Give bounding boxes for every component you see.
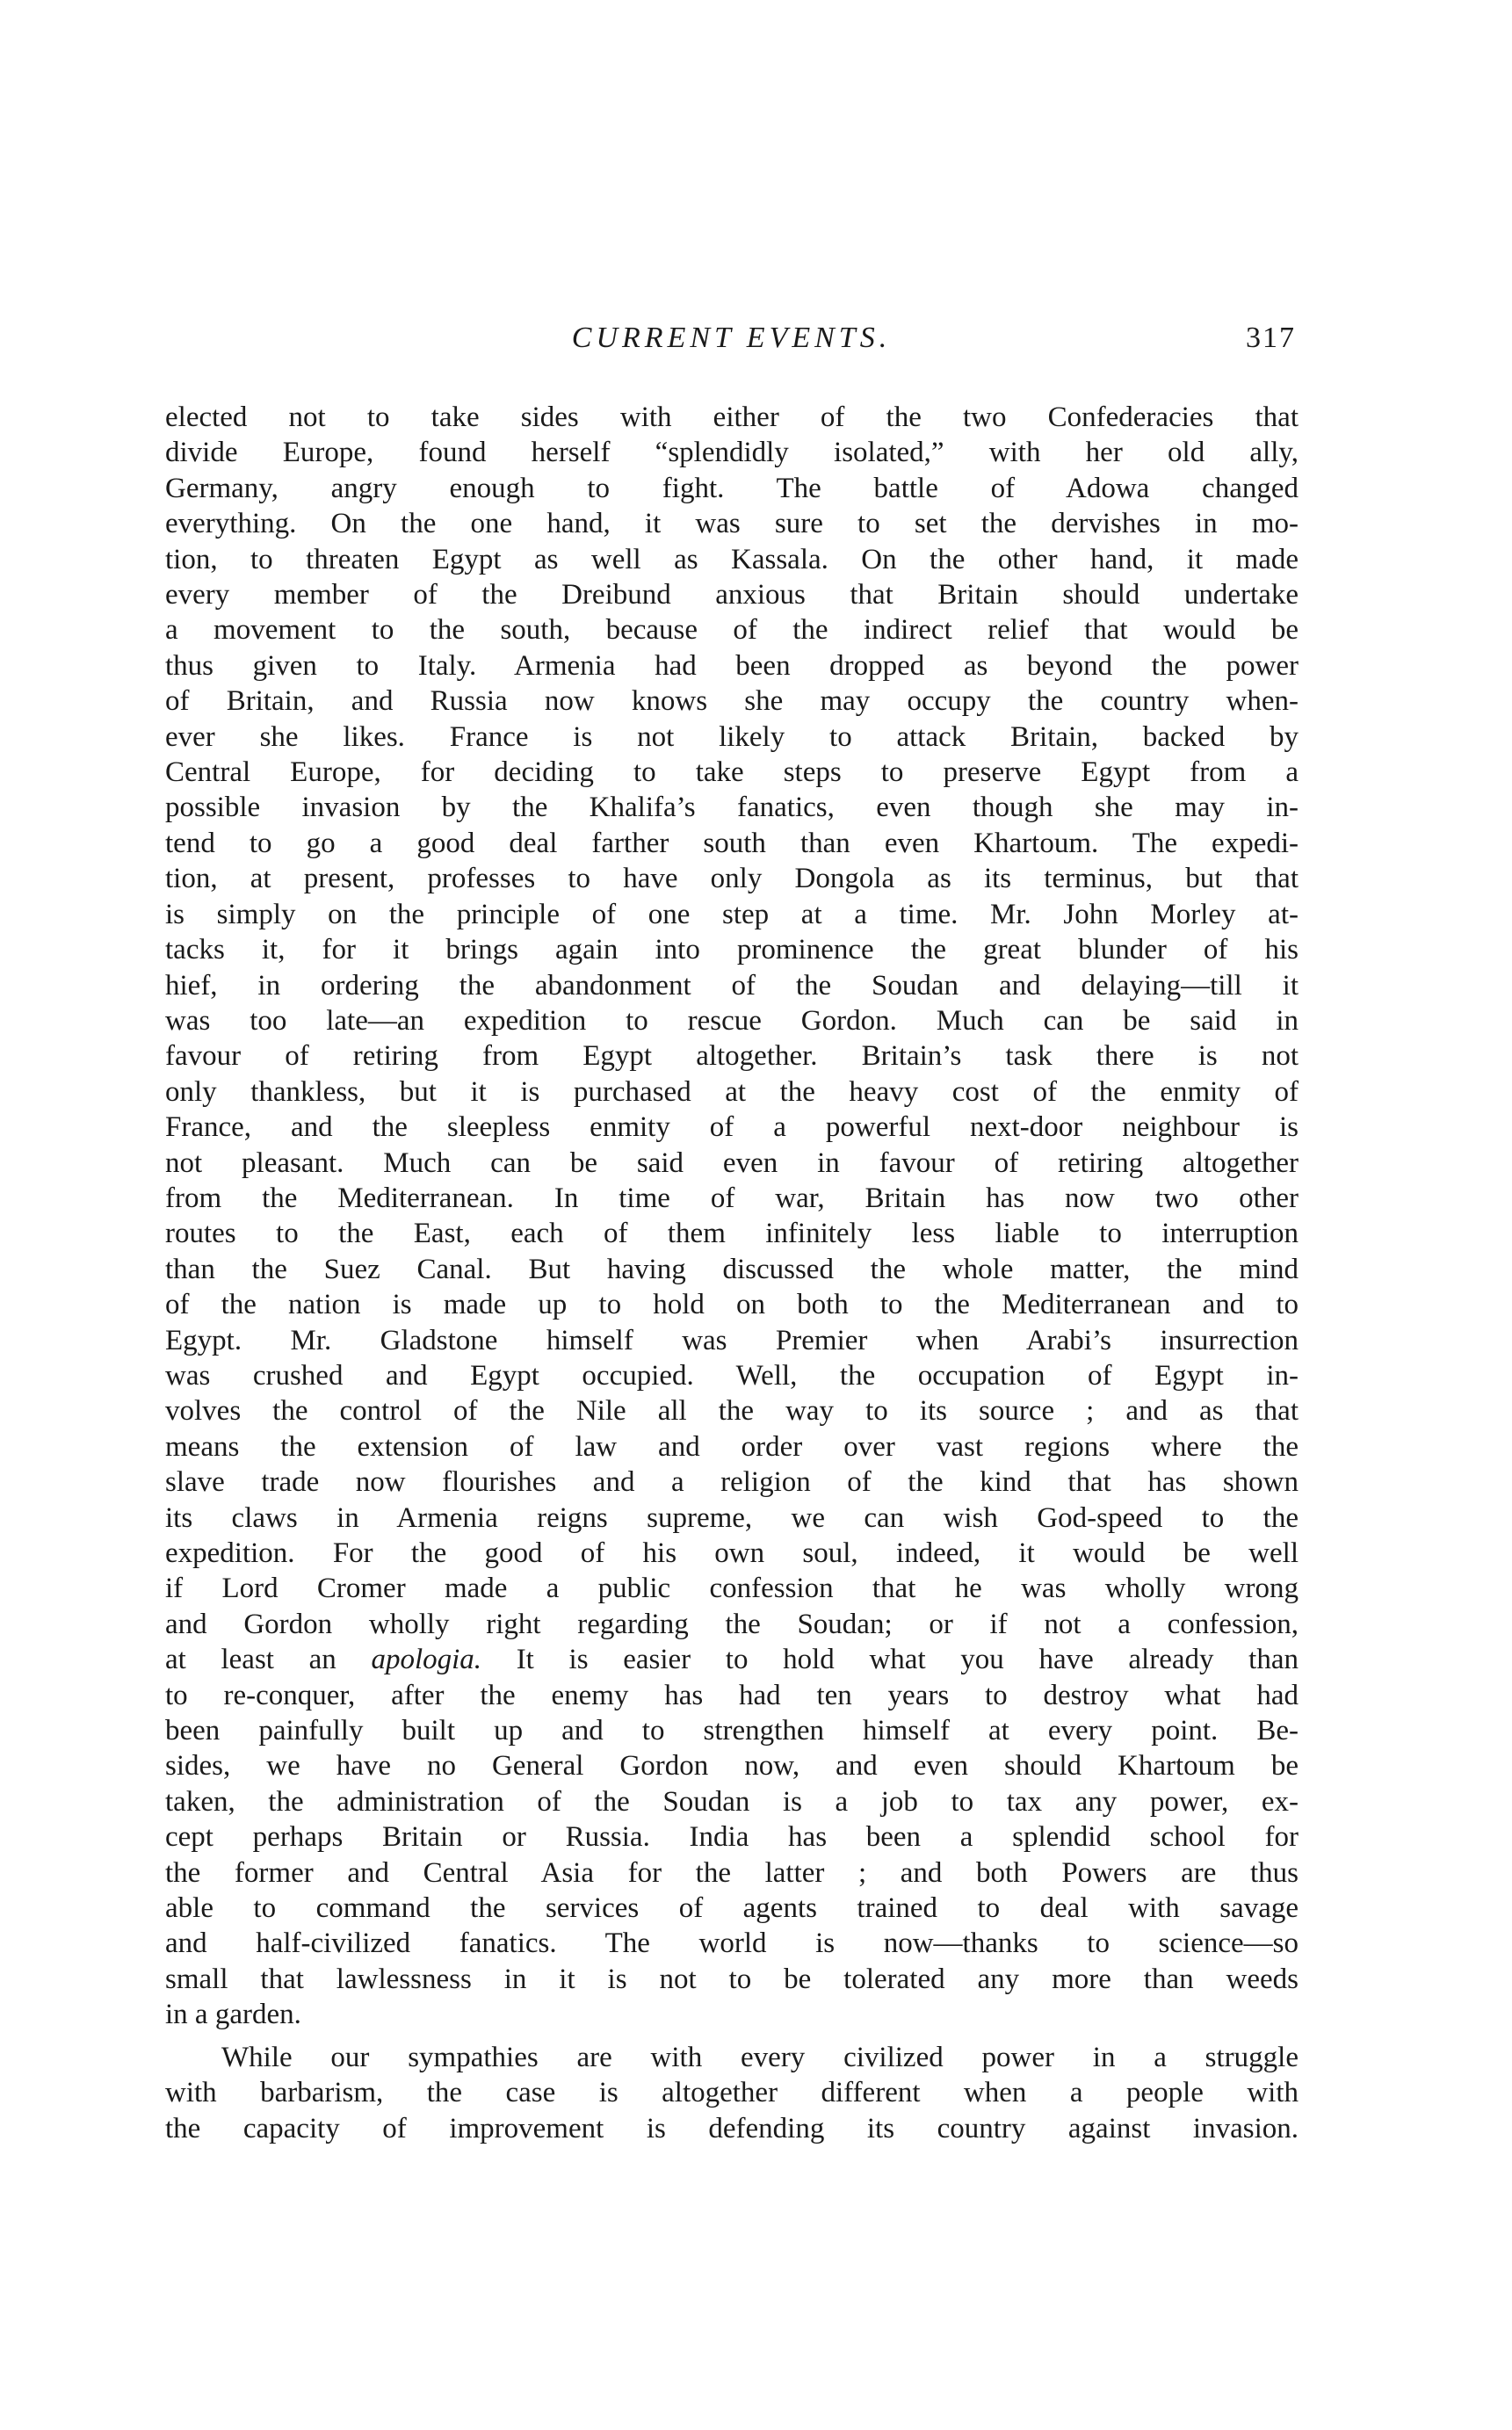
- text-line: the capacity of improvement is defending its country against invasion.: [165, 2112, 1299, 2144]
- text-line: of the nation is made up to hold on both to the Mediterranean and to: [165, 1289, 1299, 1321]
- text-line: tacks it, for it brings again into prominence the great blunder of his: [165, 934, 1299, 966]
- paragraph-2: [165, 2040, 1299, 2146]
- running-title: CURRENT EVENTS.: [571, 322, 892, 354]
- text-line: tion, at present, professes to have only Dongola as its terminus, but that: [165, 863, 1299, 895]
- text-line: thus given to Italy. Armenia had been dropped as beyond the power: [165, 649, 1299, 682]
- text-line: with barbarism, the case is altogether different when a people with: [165, 2077, 1299, 2109]
- text-line: tion, to threaten Egypt as well as Kassala. On the other hand, it made: [165, 543, 1299, 575]
- text-line: was too late—an expedition to rescue Gordon. Much can be said in: [165, 1004, 1299, 1037]
- text-line: sides, we have no General Gordon now, and even should Khartoum be: [165, 1750, 1299, 1783]
- text-line: and Gordon wholly right regarding the Soudan; or if not a confession,: [165, 1608, 1299, 1640]
- text-line: every member of the Dreibund anxious that Britain should undertake: [165, 579, 1299, 611]
- text-line: the former and Central Asia for the latter ; and both Powers are thus: [165, 1856, 1299, 1889]
- text-line: if Lord Cromer made a public confession that he was wholly wrong: [165, 1573, 1299, 1605]
- text-line: able to command the services of agents trained to deal with savage: [165, 1892, 1299, 1925]
- text-line: to re-conquer, after the enemy has had ten years to destroy what had: [165, 1679, 1299, 1711]
- text-line: taken, the administration of the Soudan is a job to tax any power, ex-: [165, 1785, 1299, 1818]
- text-line: not pleasant. Much can be said even in favour of retiring altogether: [165, 1146, 1299, 1179]
- text-line: possible invasion by the Khalifa’s fanatics, even though she may in-: [165, 792, 1299, 824]
- text-line: tend to go a good deal farther south than even Khartoum. The expedi-: [165, 827, 1299, 859]
- text-line: means the extension of law and order over vast regions where the: [165, 1430, 1299, 1463]
- text-line: is simply on the principle of one step at a time. Mr. John Morley at-: [165, 898, 1299, 930]
- text-line: Germany, angry enough to fight. The battle of Adowa changed: [165, 472, 1299, 504]
- body-text: [165, 400, 1299, 2146]
- text-line: hief, in ordering the abandonment of the Soudan and delaying—till it: [165, 969, 1299, 1002]
- text-line: volves the control of the Nile all the way to its source ; and as that: [165, 1395, 1299, 1428]
- text-line: Central Europe, for deciding to take steps to preserve Egypt from a: [165, 756, 1299, 789]
- paragraph-1: [165, 400, 1299, 2033]
- text-line: While our sympathies are with every civilized power in a struggle: [221, 2041, 1299, 2073]
- text-line: of Britain, and Russia now knows she may occupy the country when-: [165, 685, 1299, 718]
- text-line: favour of retiring from Egypt altogether. Britain’s task there is not: [165, 1040, 1299, 1073]
- text-line: cept perhaps Britain or Russia. India has been a splendid school for: [165, 1821, 1299, 1854]
- text-line: than the Suez Canal. But having discussed the whole matter, the mind: [165, 1253, 1299, 1285]
- text-line-apologia: [165, 1642, 1299, 1677]
- running-head: [167, 316, 1296, 360]
- text-line: and half-civilized fanatics. The world is now—thanks to science—so: [165, 1927, 1299, 1960]
- text-line: elected not to take sides with either of the two Confederacies that: [165, 401, 1299, 433]
- italic-word-apologia: apologia.: [371, 1644, 482, 1676]
- text-line: in a garden.: [165, 1999, 301, 2031]
- text-segment: It is easier to hold what you have already than: [481, 1644, 1299, 1676]
- text-line: everything. On the one hand, it was sure to set the dervishes in mo-: [165, 508, 1299, 540]
- text-line: its claws in Armenia reigns supreme, we can wish God-speed to the: [165, 1501, 1299, 1534]
- page-number: 317: [1246, 322, 1296, 354]
- text-line: expedition. For the good of his own soul, indeed, it would be well: [165, 1537, 1299, 1569]
- text-line: slave trade now flourishes and a religion of the kind that has shown: [165, 1466, 1299, 1499]
- text-line: a movement to the south, because of the indirect relief that would be: [165, 614, 1299, 647]
- text-line: France, and the sleepless enmity of a powerful next-door neighbour is: [165, 1111, 1299, 1144]
- text-line: only thankless, but it is purchased at the heavy cost of the enmity of: [165, 1075, 1299, 1108]
- text-line: divide Europe, found herself “splendidly isolated,” with her old ally,: [165, 437, 1299, 469]
- text-line: been painfully built up and to strengthen himself at every point. Be-: [165, 1715, 1299, 1747]
- text-line: Egypt. Mr. Gladstone himself was Premier when Arabi’s insurrection: [165, 1324, 1299, 1356]
- text-line: small that lawlessness in it is not to be tolerated any more than weeds: [165, 1963, 1299, 1995]
- text-line: from the Mediterranean. In time of war, Britain has now two other: [165, 1182, 1299, 1214]
- text-line: was crushed and Egypt occupied. Well, the occupation of Egypt in-: [165, 1359, 1299, 1392]
- text-line: ever she likes. France is not likely to attack Britain, backed by: [165, 720, 1299, 753]
- text-line: routes to the East, each of them infinitely less liable to interruption: [165, 1218, 1299, 1250]
- text-segment: at least an: [165, 1644, 372, 1676]
